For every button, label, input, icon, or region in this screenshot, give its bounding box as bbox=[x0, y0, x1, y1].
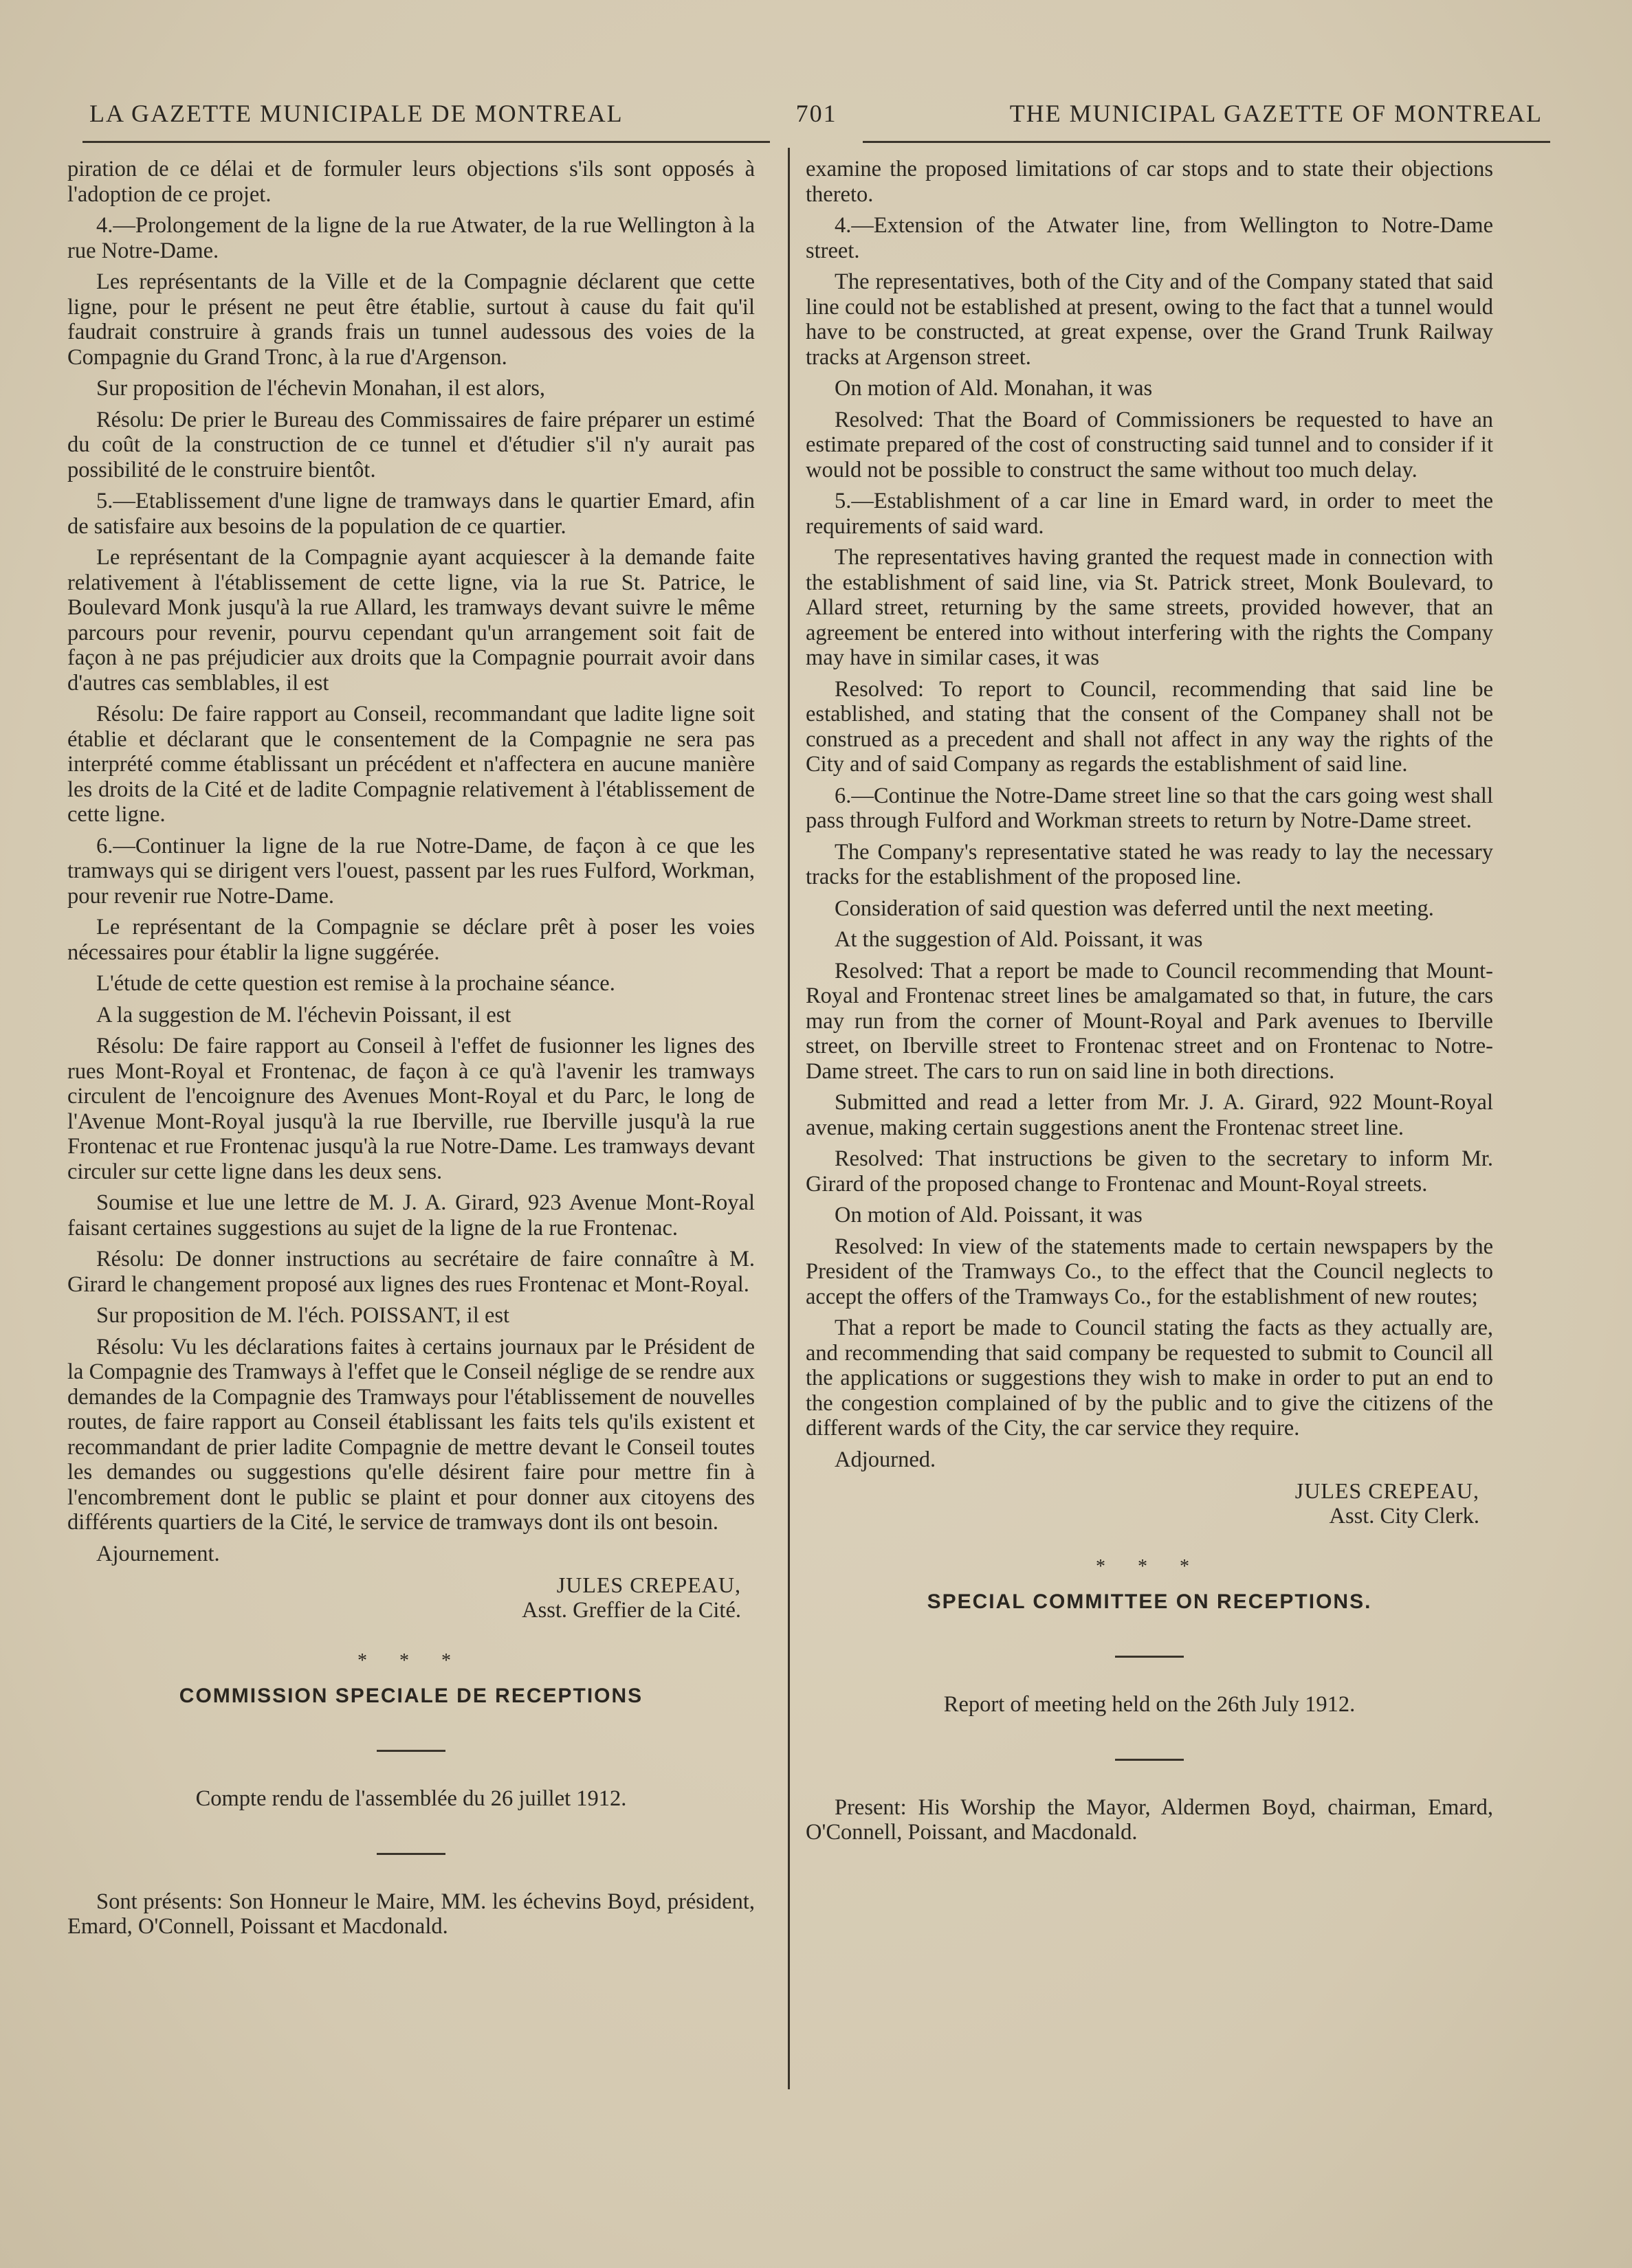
paragraph: 4.—Prolongement de la ligne de la rue Atwater, de la rue Wellington à la rue Notre-Dame. bbox=[67, 213, 755, 263]
paragraph: Résolu: De faire rapport au Conseil, recommandant que ladite ligne soit établie et déclarant que le consentement de la Compagnie ne sera pas interprété comme établissant un précédent et n'affectera en aucune manière les droits de la Cité et de ladite Compagnie relativement à l'établissement de cette ligne. bbox=[67, 702, 755, 827]
paragraph: A la suggestion de M. l'échevin Poissant, il est bbox=[96, 1002, 511, 1027]
paragraph: On motion of Ald. Poissant, it was bbox=[835, 1203, 1143, 1227]
paragraph: Resolved: In view of the statements made to certain newspapers by the President of the Tramways Co., to the effect that the Council neglects to accept the offers of the Tramways Co., for the establishment of new routes; bbox=[806, 1234, 1493, 1309]
paragraph: Adjourned. bbox=[835, 1447, 936, 1472]
paragraph: 6.—Continuer la ligne de la rue Notre-Dame, de façon à ce que les tramways qui se dirigent vers l'ouest, passent par les rues Fulford, Workman, pour revenir rue Notre-Dame. bbox=[67, 833, 755, 909]
paragraph: Résolu: De prier le Bureau des Commissaires de faire préparer un estimé du coût de la construction de ce tunnel et d'étudier s'il n'y aurait pas possibilité de le construire bientôt. bbox=[67, 407, 755, 482]
paragraph: At the suggestion of Ald. Poissant, it was bbox=[835, 927, 1203, 952]
paragraph: 5.—Etablissement d'une ligne de tramways dans le quartier Emard, afin de satisfaire aux besoins de la population de ce quartier. bbox=[67, 489, 755, 539]
paragraph: 4.—Extension of the Atwater line, from Wellington to Notre-Dame street. bbox=[806, 213, 1493, 263]
paragraph: Consideration of said question was deferred until the next meeting. bbox=[835, 896, 1434, 921]
paragraph: Résolu: De faire rapport au Conseil à l'effet de fusionner les lignes des rues Mont-Royal et Frontenac, de façon à ce qu'à l'avenir les tramways circulent de l'encoignure des Avenues Mont-Royal et du Parc, le long de l'Avenue Mont-Royal jusqu'à la rue Iberville, rue Iberville jusqu'à la rue Frontenac et rue Frontenac jusqu'à la rue Notre-Dame. Les tramways devant circuler sur cette ligne dans les deux sens. bbox=[67, 1034, 755, 1184]
paragraph: examine the proposed limitations of car stops and to state their objections thereto. bbox=[806, 157, 1493, 207]
signature-name: JULES CREPEAU, bbox=[1294, 1478, 1479, 1503]
paragraph: The representatives having granted the request made in connection with the establishment of said line, via St. Patrick street, Monk Boulevard, to Allard street, returning by the same streets, provided however, that an agreement be entered into without interfering with the rights the Company may have in similar cases, it was bbox=[806, 545, 1493, 670]
paragraph: Résolu: De donner instructions au secrétaire de faire connaître à M. Girard le changement proposé aux lignes des rues Frontenac et Mont-Royal. bbox=[67, 1247, 755, 1297]
paragraph: Le représentant de la Compagnie ayant acquiescer à la demande faite relativement à l'établissement de cette ligne, via la rue St. Patrice, le Boulevard Monk jusqu'à la rue Allard, les tramways devant suivre le même parcours pour revenir, pourvu cependant qu'un arrangement soit fait de façon à ne pas préjudicier aux droits que la Compagnie pourrait avoir dans d'autres cas semblables, il est bbox=[67, 545, 755, 696]
report-line: Compte rendu de l'assemblée du 26 juillet 1912. bbox=[195, 1786, 627, 1811]
paragraph: Sur proposition de l'échevin Monahan, il est alors, bbox=[96, 376, 546, 401]
section-title: SPECIAL COMMITTEE ON RECEPTIONS. bbox=[927, 1590, 1372, 1613]
signature-block bbox=[67, 1572, 755, 1623]
paragraph: Les représentants de la Ville et de la Compagnie déclarent que cette ligne, pour le présent ne peut être établie, surtout à cause du fait qu'il faudrait construire à grands frais un tunnel audessous des voies de la Compagnie du Grand Tronc, à la rue d'Argenson. bbox=[67, 269, 755, 370]
attendance-paragraph: Sont présents: Son Honneur le Maire, MM. les échevins Boyd, président, Emard, O'Connell, Poissant et Macdonald. bbox=[67, 1889, 755, 1939]
short-rule bbox=[377, 1750, 445, 1752]
paragraph: Ajournement. bbox=[96, 1541, 220, 1566]
paragraph: Soumise et lue une lettre de M. J. A. Girard, 923 Avenue Mont-Royal faisant certaines suggestions au sujet de la ligne de la rue Frontenac. bbox=[67, 1190, 755, 1241]
paragraph: The Company's representative stated he was ready to lay the necessary tracks for the establishment of the proposed line. bbox=[806, 839, 1493, 889]
french-column bbox=[67, 157, 755, 1946]
paragraph: piration de ce délai et de formuler leurs objections s'ils sont opposés à l'adoption de ce projet. bbox=[67, 157, 755, 207]
page-header bbox=[89, 89, 1543, 137]
signature-name: JULES CREPEAU, bbox=[556, 1572, 741, 1597]
paragraph: Sur proposition de M. l'éch. POISSANT, il est bbox=[96, 1303, 510, 1328]
paragraph: 6.—Continue the Notre-Dame street line so that the cars going west shall pass through Fulford and Workman streets to return by Notre-Dame street. bbox=[806, 783, 1493, 833]
paragraph: Resolved: To report to Council, recommending that said line be established, and stating that the consent of the Companey shall not be construed as a precedent and shall not affect in any way the rights of the City and of said Company as regards the establishment of said line. bbox=[806, 676, 1493, 777]
short-rule bbox=[1115, 1759, 1184, 1761]
section-stars: * * * bbox=[1096, 1556, 1203, 1577]
header-rule-left bbox=[82, 141, 770, 143]
signature-title: Asst. Greffier de la Cité. bbox=[522, 1597, 741, 1623]
signature-title: Asst. City Clerk. bbox=[1329, 1503, 1479, 1528]
report-line: Report of meeting held on the 26th July 1912. bbox=[943, 1692, 1356, 1717]
paragraph: Resolved: That a report be made to Council recommending that Mount-Royal and Frontenac street lines be amalgamated so that, in future, the cars may run from the corner of Mount-Royal and Park avenues to Iberville street, on Iberville street to Frontenac street and on Frontenac to Notre-Dame street. The cars to run on said line in both directions. bbox=[806, 958, 1493, 1084]
paragraph: Le représentant de la Compagnie se déclare prêt à poser les voies nécessaires pour établir la ligne suggérée. bbox=[67, 915, 755, 965]
header-rule-right bbox=[863, 141, 1550, 143]
short-rule bbox=[1115, 1656, 1184, 1658]
paragraph: Submitted and read a letter from Mr. J. A. Girard, 922 Mount-Royal avenue, making certain suggestions anent the Frontenac street line. bbox=[806, 1090, 1493, 1140]
column-divider bbox=[788, 148, 790, 2089]
paragraph: That a report be made to Council stating the facts as they actually are, and recommending that said company be requested to submit to Council all the applications or suggestions they wish to make in order to put an end to the congestion complained of by the public and to give the citizens of the different wards of the City, the car service they require. bbox=[806, 1315, 1493, 1441]
paragraph: The representatives, both of the City and of the Company stated that said line could not be established at present, owing to the fact that a tunnel would have to be constructed, at great expense, over the Grand Trunk Railway tracks at Argenson street. bbox=[806, 269, 1493, 370]
page-number: 701 bbox=[795, 100, 837, 127]
section-stars: * * * bbox=[357, 1650, 465, 1671]
attendance-paragraph: Present: His Worship the Mayor, Aldermen Boyd, chairman, Emard, O'Connell, Poissant, and Macdonald. bbox=[806, 1794, 1493, 1845]
paragraph: Resolved: That the Board of Commissioners be requested to have an estimate prepared of the cost of constructing said tunnel and to consider if it would not be possible to construct the same without too much delay. bbox=[806, 407, 1493, 482]
paragraph: L'étude de cette question est remise à la prochaine séance. bbox=[96, 971, 615, 996]
signature-block bbox=[806, 1478, 1493, 1528]
section-title: COMMISSION SPECIALE DE RECEPTIONS bbox=[179, 1684, 643, 1707]
paragraph: Résolu: Vu les déclarations faites à certains journaux par le Président de la Compagnie des Tramways à l'effet que le Conseil néglige de se rendre aux demandes de la Compagnie des Tramways pour l'établissement de nouvelles routes, de faire rapport au Conseil établissant les faits tels qu'ils existent et recommandant de prier ladite Compagnie de mettre devant le Conseil toutes les demandes ou suggestions qu'elle désirent faire pour mettre fin à l'encombrement dont le public se plaint et pour donner aux citoyens des différents quartiers de la Cité, le service de tramways dont ils ont besoin. bbox=[67, 1334, 755, 1535]
paragraph: Resolved: That instructions be given to the secretary to inform Mr. Girard of the proposed change to Frontenac and Mount-Royal streets. bbox=[806, 1146, 1493, 1197]
paragraph: 5.—Establishment of a car line in Emard ward, in order to meet the requirements of said ward. bbox=[806, 489, 1493, 539]
short-rule bbox=[377, 1853, 445, 1855]
english-column bbox=[806, 157, 1493, 1852]
header-left-title: LA GAZETTE MUNICIPALE DE MONTREAL bbox=[89, 100, 624, 127]
header-right-title: THE MUNICIPAL GAZETTE OF MONTREAL bbox=[1009, 100, 1543, 127]
paragraph: On motion of Ald. Monahan, it was bbox=[835, 376, 1153, 401]
